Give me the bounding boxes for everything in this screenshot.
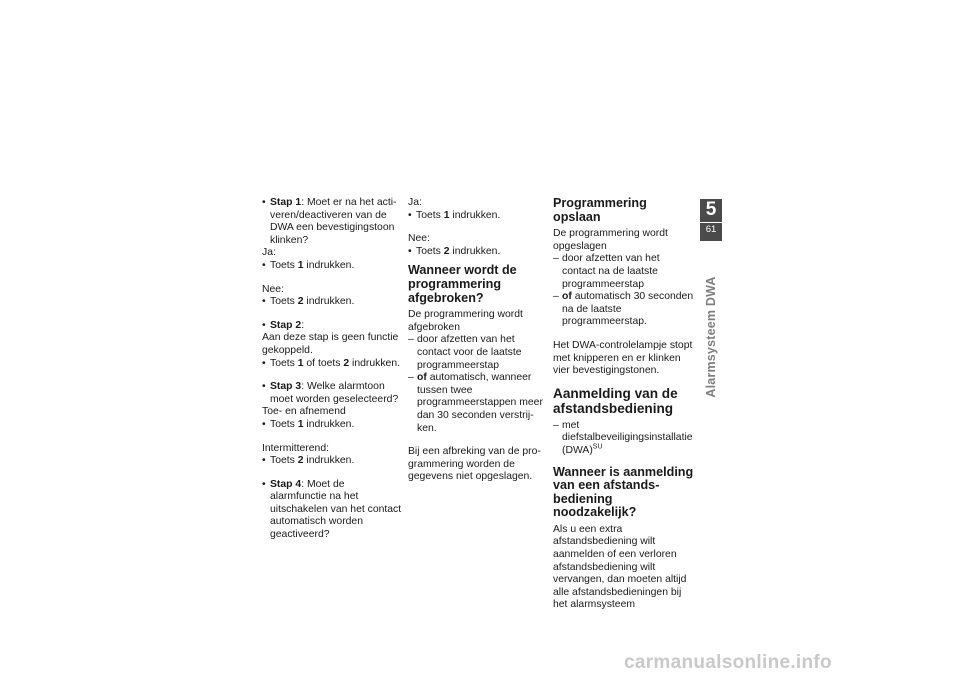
chapter-number: 5: [700, 199, 722, 223]
paragraph: Als u een extra afstandsbediening wilt aanmelden of een verloren afstandsbediening wilt vervangen, dan moeten altijd alle afstandsbedieningen bij het alarmsysteem: [553, 523, 687, 611]
paragraph: Toe- en afnemend: [262, 406, 346, 418]
chapter-tab: [700, 199, 722, 241]
step-1-item: • Stap 1: Moet er na het activeren/deactiveren van de DWA een bevestigingstoon klinken?: [262, 197, 402, 247]
bullet-item: • Toets 1 indrukken.: [408, 210, 548, 223]
paragraph: Het DWA-controlelampje stopt met knipperen en er klinken vier bevestigingstonen.: [553, 339, 693, 377]
section-heading: Wanneer is aanmelding van een afstandsbediening noodzakelijk?: [553, 464, 694, 520]
dash-item: – of automatisch, wanneer tussen twee programmeerstappen meer dan 30 seconden verstrijken.: [408, 372, 548, 435]
ja-label: Ja:: [408, 197, 422, 208]
bullet-item: • Toets 1 indrukken.: [262, 260, 402, 273]
side-title: Alarmsysteem DWA: [704, 276, 718, 398]
dash-item: – of automatisch 30 seconden na de laatste programmeerstap.: [553, 291, 695, 329]
dash-item: – met diefstalbeveiligingsinstallatie (DWA)$^{SU}$: [553, 420, 695, 458]
nee-label: Nee:: [408, 233, 430, 245]
bullet-item: • Toets 2 indrukken.: [262, 296, 402, 309]
step-2-item: • Stap 2:: [262, 320, 402, 333]
watermark: carmanualsonline.info: [624, 652, 832, 673]
section-heading: Wanneer wordt de programmering afgebroken?: [408, 263, 517, 305]
section-heading: Programmering opslaan: [553, 196, 647, 224]
text-column-3: [553, 197, 695, 612]
step-3-item: • Stap 3: Welke alarmtoon moet worden geselecteerd?: [262, 381, 402, 406]
paragraph: De programmering wordt opgeslagen: [553, 228, 668, 252]
section-heading: Aanmelding van de afstandsbediening: [553, 385, 678, 416]
dash-item: – door afzetten van het contact voor de laatste programmeerstap: [408, 334, 548, 372]
bullet-item: • Toets 2 indrukken.: [262, 455, 402, 468]
page-number: 61: [705, 224, 717, 235]
ja-label: Ja:: [262, 247, 276, 259]
step-4-item: • Stap 4: Moet de alarmfunctie na het uitschakelen van het contact automatisch worden geactiveerd?: [262, 479, 402, 542]
text-column-2: [408, 197, 548, 484]
paragraph: Aan deze stap is geen functie gekoppeld.: [262, 332, 399, 356]
text-column-1: [262, 197, 402, 542]
bullet-item: • Toets 1 of toets 2 indrukken.: [262, 358, 402, 371]
paragraph: De programmering wordt afgebroken: [408, 309, 523, 333]
nee-label: Nee:: [262, 283, 284, 295]
paragraph: Bij een afbreking van de programmering worden de gegevens niet opgeslagen.: [408, 446, 541, 483]
paragraph: Intermitterend:: [262, 442, 329, 454]
dash-item: – door afzetten van het contact na de laatste programmeerstap: [553, 253, 695, 291]
bullet-item: • Toets 2 indrukken.: [408, 246, 548, 259]
bullet-item: • Toets 1 indrukken.: [262, 419, 402, 432]
